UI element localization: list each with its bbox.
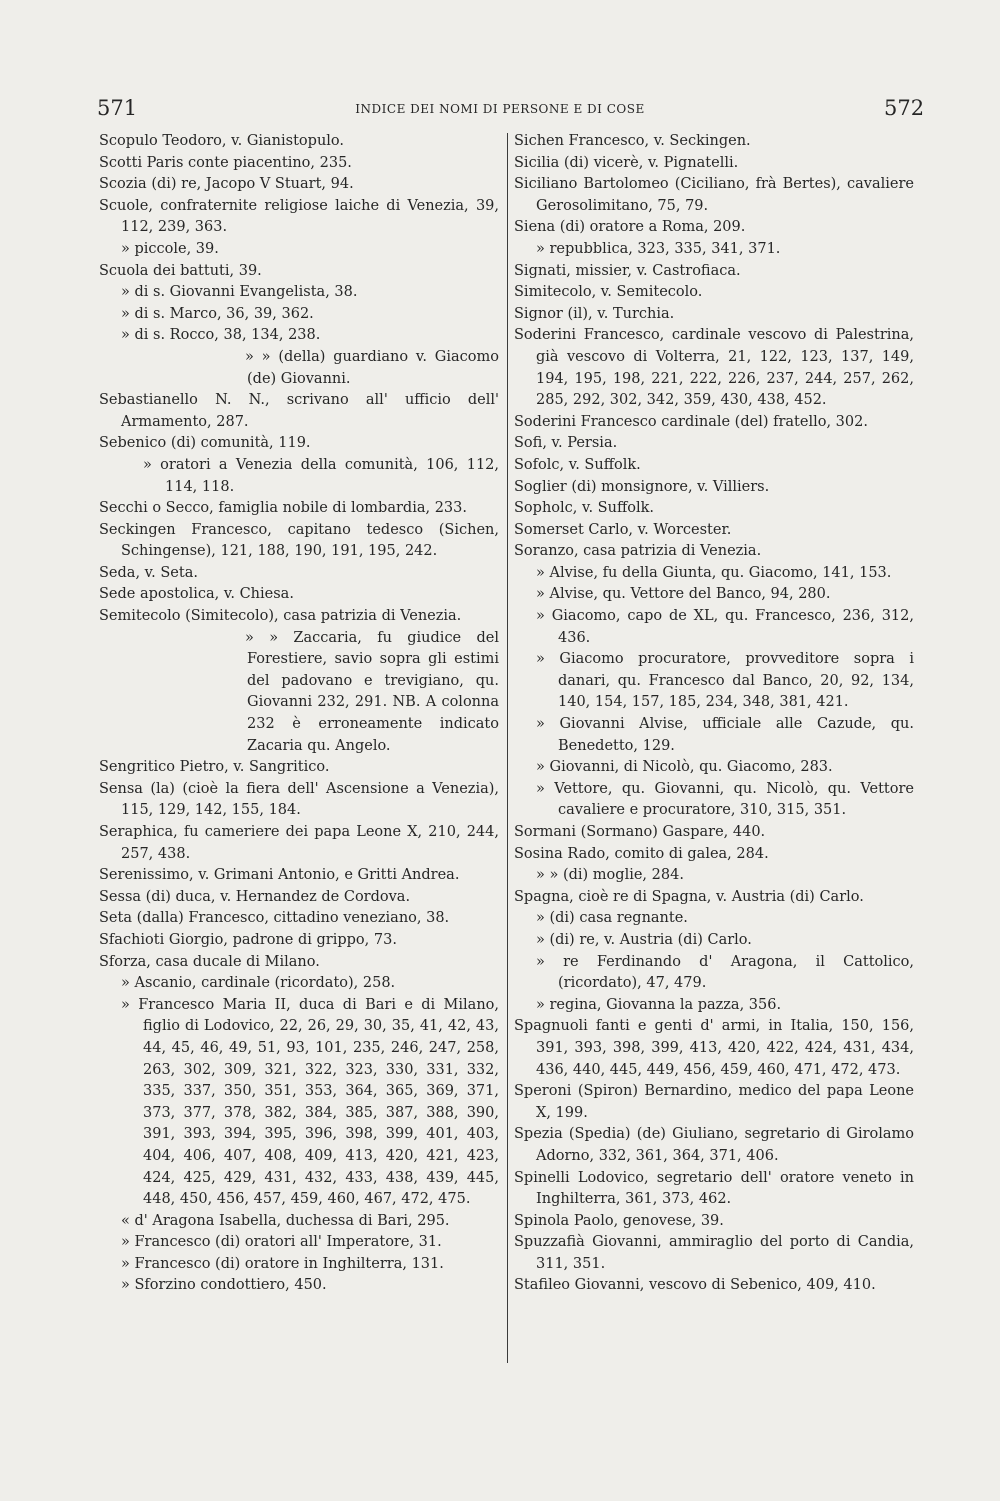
index-entry: Signor (il), v. Turchia. xyxy=(514,305,675,322)
index-entry: » Sforzino condottiero, 450. xyxy=(121,1277,327,1294)
index-entry: » Alvise, fu della Giunta, qu. Giacomo, 141, 153. xyxy=(536,564,892,581)
index-entry: » regina, Giovanna la pazza, 356. xyxy=(536,996,782,1013)
index-entry: Sensa (la) (cioè la fiera dell' Ascensione a Venezia), 115, 129, 142, 155, 184. xyxy=(99,780,499,819)
index-entry: » » Zaccaria, fu giudice del Forestiere, savio sopra gli estimi del padovano e trevigiano, qu. Giovanni 232, 291. NB. A colonna 232 è erroneamente indicato Zacaria qu. Angelo. xyxy=(245,629,499,754)
index-entry: Seda, v. Seta. xyxy=(99,564,198,581)
index-entry: » di s. Marco, 36, 39, 362. xyxy=(121,305,314,322)
left-column xyxy=(99,131,499,1297)
index-entry: Soderini Francesco, cardinale vescovo di Palestrina, già vescovo di Volterra, 21, 122, 123, 137, 149, 194, 195, 198, 221, 222, 226, 237, 244, 257, 262, 285, 292, 302, 342, 359, 430, 438, 452. xyxy=(514,327,914,409)
index-entry: » (di) re, v. Austria (di) Carlo. xyxy=(536,931,752,948)
index-entry: Somerset Carlo, v. Worcester. xyxy=(514,521,732,538)
column-divider xyxy=(507,133,508,1363)
index-entry: Sichen Francesco, v. Seckingen. xyxy=(514,133,751,149)
right-column xyxy=(514,131,914,1297)
index-entry: » Francesco Maria II, duca di Bari e di Milano, figlio di Lodovico, 22, 26, 29, 30, 35, 41, 42, 43, 44, 45, 46, 49, 51, 93, 101, 235, 246, 247, 258, 263, 302, 309, 321, 322, 323, 330, 331, 332, 335, 337, 350, 351, 353, 364, 365, 369, 371, 373, 377, 378, 382, 384, 385, 387, 388, 390, 391, 393, 394, 395, 396, 398, 399, 401, 403, 404, 406, 407, 408, 409, 413, 420, 421, 423, 424, 425, 429, 431, 432, 433, 438, 439, 445, 448, 450, 456, 457, 459, 460, 467, 472, 475. xyxy=(121,996,499,1208)
index-entry: Speroni (Spiron) Bernardino, medico del papa Leone X, 199. xyxy=(514,1083,914,1121)
index-entry: Sede apostolica, v. Chiesa. xyxy=(99,586,294,603)
index-entry: » Vettore, qu. Giovanni, qu. Nicolò, qu. Vettore cavaliere e procuratore, 310, 315, 351. xyxy=(536,780,914,819)
index-entry: Siena (di) oratore a Roma, 209. xyxy=(514,219,746,236)
index-entry: » (di) casa regnante. xyxy=(536,910,688,927)
index-entry: Sfachioti Giorgio, padrone di grippo, 73. xyxy=(99,931,397,948)
index-entry: Sessa (di) duca, v. Hernandez de Cordova. xyxy=(99,888,411,905)
index-entry: « d' Aragona Isabella, duchessa di Bari, 295. xyxy=(121,1212,450,1229)
index-entry: Scozia (di) re, Jacopo V Stuart, 94. xyxy=(99,176,354,193)
index-entry: » Francesco (di) oratore in Inghilterra, 131. xyxy=(121,1255,444,1272)
index-entry: Signati, missier, v. Castrofiaca. xyxy=(514,262,741,279)
index-entry: Sicilia (di) vicerè, v. Pignatelli. xyxy=(514,154,739,171)
index-entry: Spinola Paolo, genovese, 39. xyxy=(514,1212,724,1229)
index-entry: Scopulo Teodoro, v. Gianistopulo. xyxy=(99,133,344,149)
index-entry: Soderini Francesco cardinale (del) fratello, 302. xyxy=(514,413,868,430)
index-entry: Spuzzafià Giovanni, ammiraglio del porto di Candia, 311, 351. xyxy=(514,1234,914,1272)
index-entry: » oratori a Venezia della comunità, 106, 112, 114, 118. xyxy=(143,456,499,495)
index-entry: » di s. Rocco, 38, 134, 238. xyxy=(121,327,321,344)
index-entry: » Francesco (di) oratori all' Imperatore, 31. xyxy=(121,1234,442,1251)
index-entry: » di s. Giovanni Evangelista, 38. xyxy=(121,284,358,301)
index-entry: Sofi, v. Persia. xyxy=(514,435,618,452)
index-entry: Sopholc, v. Suffolk. xyxy=(514,500,655,517)
index-entry: Sormani (Sormano) Gaspare, 440. xyxy=(514,824,766,840)
index-entry: Simitecolo, v. Semitecolo. xyxy=(514,284,703,301)
index-entry: » » (di) moglie, 284. xyxy=(536,867,684,884)
index-entry: Scuole, confraternite religiose laiche di Venezia, 39, 112, 239, 363. xyxy=(99,197,499,236)
index-entry: Secchi o Secco, famiglia nobile di lombardia, 233. xyxy=(99,500,467,517)
index-entry: Seraphica, fu cameriere dei papa Leone X, 210, 244, 257, 438. xyxy=(99,824,499,862)
index-entry: Semitecolo (Simitecolo), casa patrizia di Venezia. xyxy=(99,608,462,625)
index-entry: » repubblica, 323, 335, 341, 371. xyxy=(536,240,781,257)
index-entry: » piccole, 39. xyxy=(121,240,219,257)
index-entry: Soglier (di) monsignore, v. Villiers. xyxy=(514,478,770,495)
index-entry: » Ascanio, cardinale (ricordato), 258. xyxy=(121,975,396,992)
index-entry: Spagna, cioè re di Spagna, v. Austria (di) Carlo. xyxy=(514,888,864,905)
index-entry: Serenissimo, v. Grimani Antonio, e Gritti Andrea. xyxy=(99,867,460,884)
index-entry: Sengritico Pietro, v. Sangritico. xyxy=(99,759,330,776)
index-entry: » » (della) guardiano v. Giacomo (de) Giovanni. xyxy=(245,348,499,387)
index-entry: Scotti Paris conte piacentino, 235. xyxy=(99,154,352,171)
index-entry: Sosina Rado, comito di galea, 284. xyxy=(514,845,769,862)
index-entry: Spinelli Lodovico, segretario dell' oratore veneto in Inghilterra, 361, 373, 462. xyxy=(514,1169,914,1208)
index-entry: Sebastianello N. N., scrivano all' ufficio dell' Armamento, 287. xyxy=(99,392,499,430)
index-entry: » Giacomo procuratore, provveditore sopra i danari, qu. Francesco dal Banco, 20, 92, 134, 140, 154, 157, 185, 234, 348, 381, 421. xyxy=(536,651,914,711)
index-entry: » Giacomo, capo de XL, qu. Francesco, 236, 312, 436. xyxy=(536,608,914,646)
index-entry: Sforza, casa ducale di Milano. xyxy=(99,953,320,970)
index-entry: Sofolc, v. Suffolk. xyxy=(514,456,641,473)
index-entry: Sebenico (di) comunità, 119. xyxy=(99,435,311,452)
index-entry: Seta (dalla) Francesco, cittadino veneziano, 38. xyxy=(99,910,450,927)
index-entry: Siciliano Bartolomeo (Ciciliano, frà Bertes), cavaliere Gerosolimitano, 75, 79. xyxy=(514,176,914,214)
index-entry: Spezia (Spedia) (de) Giuliano, segretario di Girolamo Adorno, 332, 361, 364, 371, 406. xyxy=(514,1126,914,1164)
index-entry: Scuola dei battuti, 39. xyxy=(99,262,262,279)
index-entry: Seckingen Francesco, capitano tedesco (Sichen, Schingense), 121, 188, 190, 191, 195, 242. xyxy=(99,521,499,560)
index-entry: Soranzo, casa patrizia di Venezia. xyxy=(514,543,762,560)
index-entry: » Giovanni, di Nicolò, qu. Giacomo, 283. xyxy=(536,759,833,776)
index-entry: » Giovanni Alvise, ufficiale alle Cazude, qu. Benedetto, 129. xyxy=(536,716,914,754)
page-number-right: 572 xyxy=(884,96,925,120)
page-header xyxy=(0,96,1000,126)
page-number-left: 571 xyxy=(97,96,138,120)
index-entry: Spagnuoli fanti e genti d' armi, in Italia, 150, 156, 391, 393, 398, 399, 413, 420, 422, 424, 431, 434, 436, 440, 445, 449, 456, 459, 460, 471, 472, 473. xyxy=(514,1018,914,1078)
running-head: INDICE DEI NOMI DI PERSONE E DI COSE xyxy=(355,102,645,116)
index-entry: Stafileo Giovanni, vescovo di Sebenico, 409, 410. xyxy=(514,1277,876,1294)
index-entry: » Alvise, qu. Vettore del Banco, 94, 280. xyxy=(536,586,831,603)
index-entry: » re Ferdinando d' Aragona, il Cattolico, (ricordato), 47, 479. xyxy=(536,953,914,992)
